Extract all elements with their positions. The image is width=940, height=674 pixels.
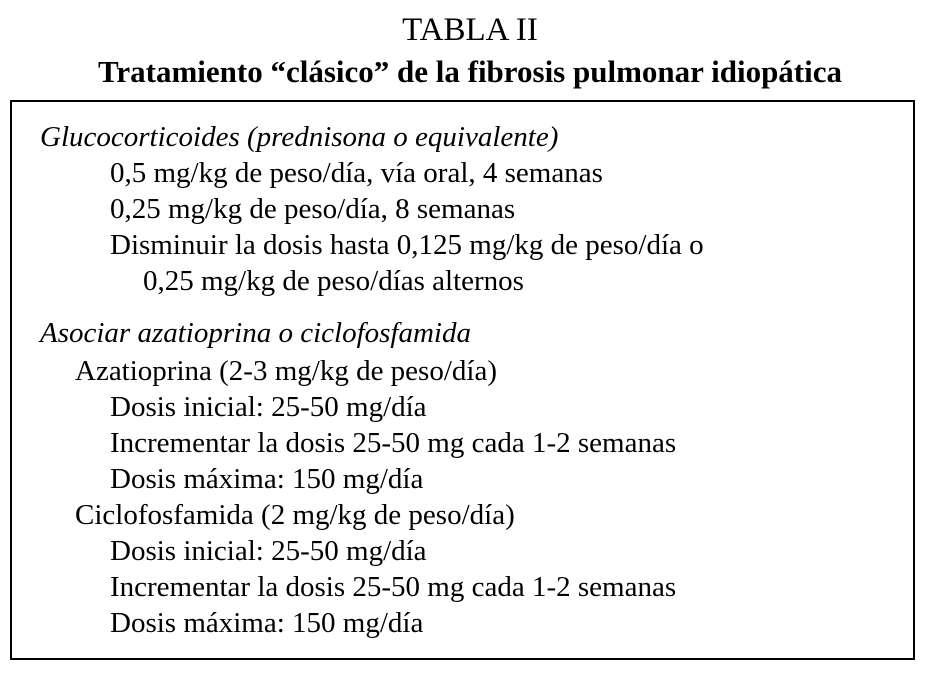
azathioprine-max-dose: Dosis máxima: 150 mg/día — [110, 463, 424, 495]
glucocorticoids-dose-3: Disminuir la dosis hasta 0,125 mg/kg de peso/día o — [110, 229, 704, 261]
table-title: Tratamiento “clásico” de la fibrosis pulmonar idiopática — [97, 54, 842, 89]
cyclophosphamide-max-dose: Dosis máxima: 150 mg/día — [110, 607, 424, 639]
table-number: TABLA II — [402, 12, 538, 48]
glucocorticoids-dose-1: 0,5 mg/kg de peso/día, vía oral, 4 semanas — [110, 157, 603, 189]
glucocorticoids-heading: Glucocorticoides (prednisona o equivalente) — [40, 121, 559, 153]
immunosuppressants-heading: Asociar azatioprina o ciclofosfamida — [40, 317, 471, 349]
azathioprine-initial-dose: Dosis inicial: 25-50 mg/día — [110, 391, 427, 423]
glucocorticoids-dose-2: 0,25 mg/kg de peso/día, 8 semanas — [110, 193, 516, 225]
azathioprine-increment: Incrementar la dosis 25-50 mg cada 1-2 semanas — [110, 427, 677, 459]
cyclophosphamide-initial-dose: Dosis inicial: 25-50 mg/día — [110, 535, 427, 567]
cyclophosphamide-heading: Ciclofosfamida (2 mg/kg de peso/día) — [75, 499, 515, 531]
azathioprine-heading: Azatioprina (2-3 mg/kg de peso/día) — [75, 355, 497, 387]
cyclophosphamide-increment: Incrementar la dosis 25-50 mg cada 1-2 semanas — [110, 571, 677, 603]
glucocorticoids-dose-3-continued: 0,25 mg/kg de peso/días alternos — [143, 265, 524, 297]
